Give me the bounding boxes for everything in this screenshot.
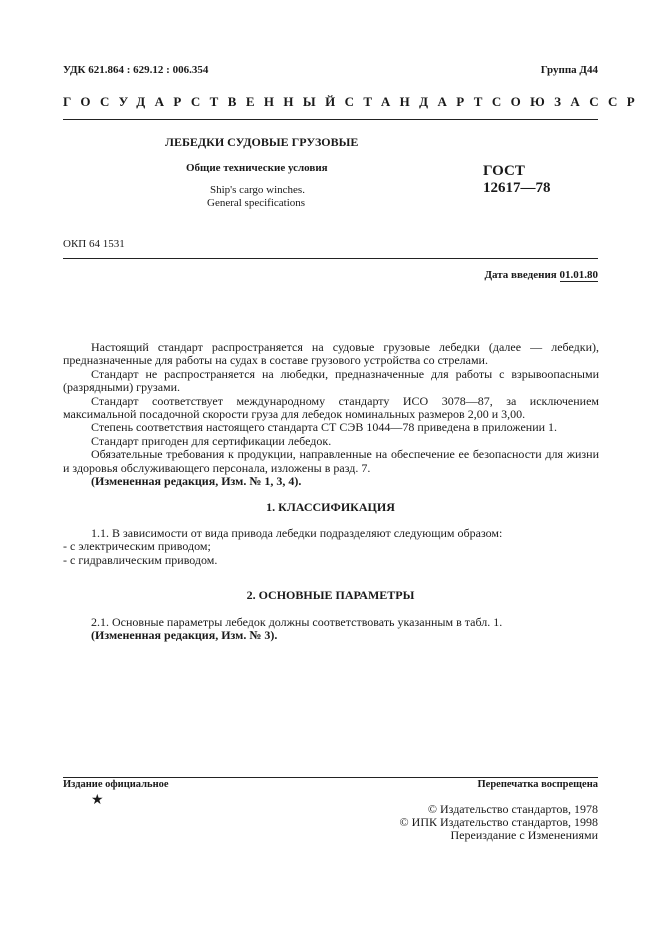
list-item-hydraulic: - с гидравлическим приводом. <box>63 552 218 567</box>
star-icon: ★ <box>91 793 104 808</box>
section-1-heading: 1. КЛАССИФИКАЦИЯ <box>266 500 395 514</box>
copyright-1978: © Издательство стандартов, 1978 <box>427 802 598 816</box>
intro-paragraph-6: Обязательные требования к продукции, направленные на обеспечение ее безопасности для жизни и здоровья обслуживающего персонала, изложены в разд. 7. <box>63 447 599 475</box>
section-1-paragraph: 1.1. В зависимости от вида привода лебедки подразделяют следующим образом: <box>91 526 503 540</box>
banner-word-1: ГОСУДАРСТВЕННЫЙ <box>63 94 345 109</box>
intro-paragraph-1: Настоящий стандарт распространяется на судовые грузовые лебедки (далее — лебедки), предназначенные для работы на судах в составе грузового устройства со стрелами. <box>63 340 599 368</box>
udk-code: УДК 621.864 : 629.12 : 006.354 <box>63 64 209 76</box>
introduction-date-label: Дата введения <box>484 269 557 281</box>
document-title: ЛЕБЕДКИ СУДОВЫЕ ГРУЗОВЫЕ <box>165 135 359 149</box>
intro-text <box>63 341 599 488</box>
introduction-date-value: 01.01.80 <box>559 269 598 281</box>
copyright-1998: © ИПК Издательство стандартов, 1998 <box>399 815 598 829</box>
state-standard-banner <box>63 94 645 110</box>
english-title: Ship's cargo winches. <box>210 184 305 196</box>
english-subtitle: General specifications <box>207 197 306 209</box>
official-edition: Издание официальное <box>63 779 169 790</box>
okp-code: ОКП 64 1531 <box>63 238 125 250</box>
banner-word-3: СОЮЗА <box>491 94 590 109</box>
okp-rule <box>63 258 598 259</box>
intro-paragraph-3: Стандарт соответствует международному стандарту ИСО 3078—87, за исключением максимальной посадочной скорости груза для лебедок номинальных размеров 2,00 и 3,00. <box>63 393 599 422</box>
header-rule <box>63 119 598 120</box>
section-2-body <box>63 616 599 643</box>
document-subtitle: Общие технические условия <box>186 162 328 174</box>
section-2-amendment-note: (Измененная редакция, Изм. № 3). <box>91 628 278 643</box>
intro-paragraph-4: Степень соответствия настоящего стандарта СТ СЭВ 1044—78 приведена в приложении 1. <box>91 420 558 435</box>
banner-word-2: СТАНДАРТ <box>344 94 492 109</box>
gost-number: 12617—78 <box>483 180 551 196</box>
footer-rule <box>63 777 598 778</box>
intro-amendment-note: (Измененная редакция, Изм. № 1, 3, 4). <box>91 474 302 489</box>
section-2-paragraph: 2.1. Основные параметры лебедок должны соответствовать указанным в табл. 1. <box>91 615 503 629</box>
section-2-heading: 2. ОСНОВНЫЕ ПАРАМЕТРЫ <box>246 588 415 602</box>
banner-word-4: ССР <box>589 94 645 109</box>
section-1-body <box>63 527 599 567</box>
reprint-prohibited: Перепечатка воспрещена <box>477 779 598 790</box>
group-code: Группа Д44 <box>540 64 598 76</box>
introduction-date <box>484 269 598 281</box>
list-item-electric: - с электрическим приводом; <box>63 539 211 554</box>
reissue-note: Переиздание с Изменениями <box>450 828 598 842</box>
intro-paragraph-5: Стандарт пригоден для сертификации лебедок. <box>91 433 332 448</box>
gost-label: ГОСТ <box>483 163 525 179</box>
intro-paragraph-2: Стандарт не распространяется на любедки, предназначенные для работы с взрывоопасными (разрядными) грузами. <box>63 366 599 395</box>
